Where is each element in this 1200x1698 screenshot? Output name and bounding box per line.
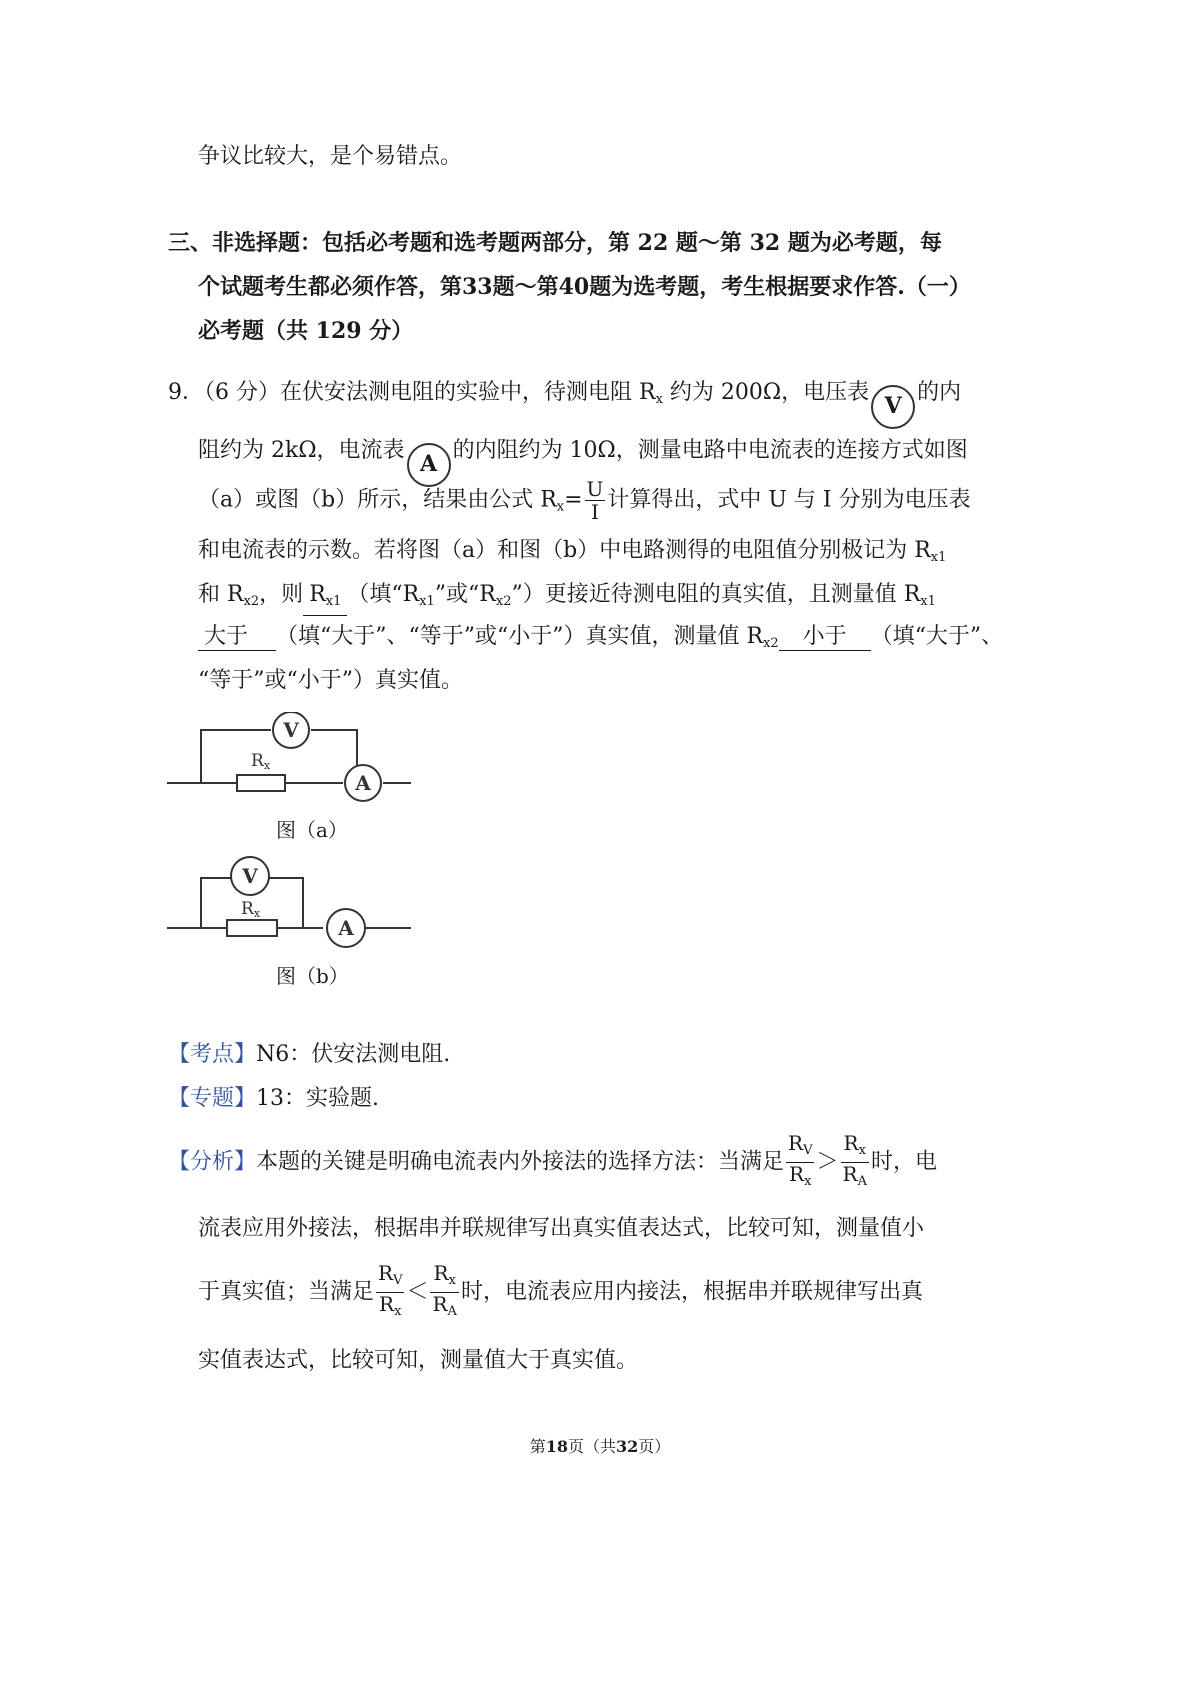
fenxi-line-3 [198, 1262, 923, 1323]
subscript: x1 [920, 594, 936, 609]
voltmeter-label: V [242, 864, 258, 888]
section-heading-line-3: 必考题（共 129 分） [198, 318, 414, 344]
resistor-label [241, 899, 261, 920]
question-line-5 [198, 580, 936, 617]
voltmeter-symbol: V [871, 385, 915, 429]
subscript: x [556, 499, 565, 515]
resistor-rx [237, 775, 285, 791]
resistor-label-sub: x [253, 907, 261, 920]
figure-b-caption: 图（b） [276, 964, 349, 988]
fraction-rv-rx [786, 1132, 814, 1193]
figure-a-caption: 图（a） [276, 818, 348, 842]
subscript: A [857, 1174, 867, 1189]
section-heading-line-2: 个试题考生都必须作答，第33题～第40题为选考题，考生根据要求作答.（一） [198, 274, 971, 300]
subscript: x [858, 1143, 866, 1158]
frac-symbol: R [433, 1261, 449, 1285]
resistor-label-main: R [241, 899, 254, 919]
intro-tail-text: 争议比较大，是个易错点。 [198, 144, 463, 169]
subscript: x [655, 392, 663, 407]
question-text: 和电流表的示数。若将图（a）和图（b）中电路测得的电阻值分别极记为 R [198, 538, 931, 563]
question-text: ”）更接近待测电阻的真实值，且测量值 R [511, 582, 921, 607]
footer-text: 第 [529, 1437, 546, 1456]
question-line-3 [198, 478, 971, 523]
resistor-label-main: R [251, 751, 264, 771]
ammeter-label: A [355, 771, 371, 795]
answer-blank-2: 大于 [198, 624, 276, 651]
fraction-numerator [786, 1132, 814, 1163]
less-than-sign: ＜ [406, 1279, 429, 1305]
greater-than-sign: ＞ [816, 1149, 839, 1175]
analysis-text: 于真实值；当满足 [198, 1279, 375, 1305]
circuit-figure-b [165, 852, 415, 952]
fraction-denominator [786, 1163, 814, 1193]
question-line-1 [168, 378, 961, 429]
subscript: x2 [243, 594, 260, 609]
fenxi-line-4: 实值表达式，比较可知，测量值大于真实值。 [198, 1348, 639, 1373]
frac-symbol: R [378, 1261, 394, 1285]
answer-blank-3: 小于 [779, 624, 871, 651]
question-score: （6 分） [204, 380, 280, 405]
question-text: 和 R [198, 582, 244, 607]
question-text: ，则 [259, 582, 304, 607]
question-text: （a）或图（b）所示，结果由公式 R [198, 487, 557, 513]
subscript: V [803, 1143, 813, 1158]
subscript: x2 [495, 594, 512, 609]
question-line-4 [198, 536, 946, 573]
answer-text: R [309, 582, 326, 607]
question-text: 约为 200Ω，电压表 [669, 380, 870, 405]
subscript: x [804, 1174, 812, 1189]
fraction-denominator [376, 1293, 404, 1323]
section-heading-line-1: 三、非选择题：包括必考题和选考题两部分，第 22 题～第 32 题为必考题，每 [168, 230, 942, 256]
subscript: x1 [419, 594, 435, 609]
resistor-label [251, 751, 271, 772]
fraction-rv-rx [376, 1262, 404, 1323]
question-text: 阻约为 2kΩ，电流表 [198, 438, 405, 463]
question-text: （填“大于”、 [870, 624, 1004, 649]
zhuanti-text: 13：实验题. [256, 1086, 380, 1111]
question-text: 的内 [917, 380, 962, 405]
fraction-numerator [430, 1262, 458, 1293]
fraction-rx-ra [841, 1132, 869, 1193]
question-text: （填“R [347, 582, 420, 607]
fraction-denominator [841, 1163, 869, 1193]
question-text: 计算得出，式中 U 与 I 分别为电压表 [607, 487, 971, 513]
ammeter-label: A [338, 916, 354, 940]
fenxi-line-2: 流表应用外接法，根据串并联规律写出真实值表达式，比较可知，测量值小 [198, 1216, 925, 1241]
analysis-text: 时，电流表应用内接法，根据串并联规律写出真 [460, 1279, 923, 1305]
question-number: 9． [168, 380, 204, 405]
analysis-text: 本题的关键是明确电流表内外接法的选择方法：当满足 [256, 1149, 785, 1175]
footer-text: 页（共 [567, 1437, 616, 1456]
subscript: x [394, 1304, 402, 1319]
frac-symbol: R [788, 1131, 804, 1155]
question-text: 在伏安法测电阻的实验中，待测电阻 R [280, 380, 656, 405]
frac-symbol: R [379, 1292, 395, 1316]
fenxi-line-1 [168, 1132, 937, 1193]
zhuanti-tag: 【专题】 [168, 1086, 257, 1111]
analysis-text: 时，电 [870, 1149, 937, 1175]
question-line-6 [198, 622, 1003, 659]
subscript: x1 [325, 594, 342, 609]
subscript: V [393, 1273, 403, 1288]
fraction-denominator: I [591, 500, 599, 524]
zhuanti-row [168, 1084, 379, 1114]
question-text: （填“大于”、“等于”或“小于”）真实值，测量值 R [276, 624, 764, 649]
page-number: 18 [545, 1437, 568, 1456]
frac-symbol: R [842, 1162, 858, 1186]
fraction-numerator [376, 1262, 404, 1293]
frac-symbol: R [432, 1292, 448, 1316]
ammeter-symbol: A [407, 443, 451, 487]
resistor-rx [227, 920, 277, 936]
kaodian-tag: 【考点】 [168, 1042, 257, 1067]
fraction-numerator: U [586, 477, 604, 501]
voltmeter-label: V [283, 718, 299, 742]
subscript: A [447, 1304, 457, 1319]
circuit-figure-a [165, 712, 415, 812]
subscript: x2 [763, 636, 779, 651]
fraction-numerator [841, 1132, 869, 1163]
total-pages: 32 [616, 1437, 639, 1456]
kaodian-row [168, 1040, 450, 1070]
fraction-rx-ra [430, 1262, 458, 1323]
question-text: 的内阻约为 10Ω，测量电路中电流表的连接方式如图 [452, 438, 968, 463]
page-footer [0, 1434, 1200, 1457]
formula-fraction [585, 478, 606, 523]
fraction-denominator [430, 1293, 458, 1323]
equals-sign: = [564, 487, 583, 513]
fenxi-tag: 【分析】 [168, 1149, 257, 1175]
resistor-label-sub: x [263, 759, 271, 772]
subscript: x [448, 1273, 456, 1288]
frac-symbol: R [843, 1131, 859, 1155]
kaodian-text: N6：伏安法测电阻. [256, 1042, 451, 1067]
subscript: x1 [930, 550, 947, 565]
footer-text: 页） [638, 1437, 671, 1456]
frac-symbol: R [789, 1162, 805, 1186]
answer-blank-1 [303, 582, 347, 616]
question-line-7: “等于”或“小于”）真实值。 [198, 668, 463, 693]
question-text: ”或“R [434, 582, 496, 607]
